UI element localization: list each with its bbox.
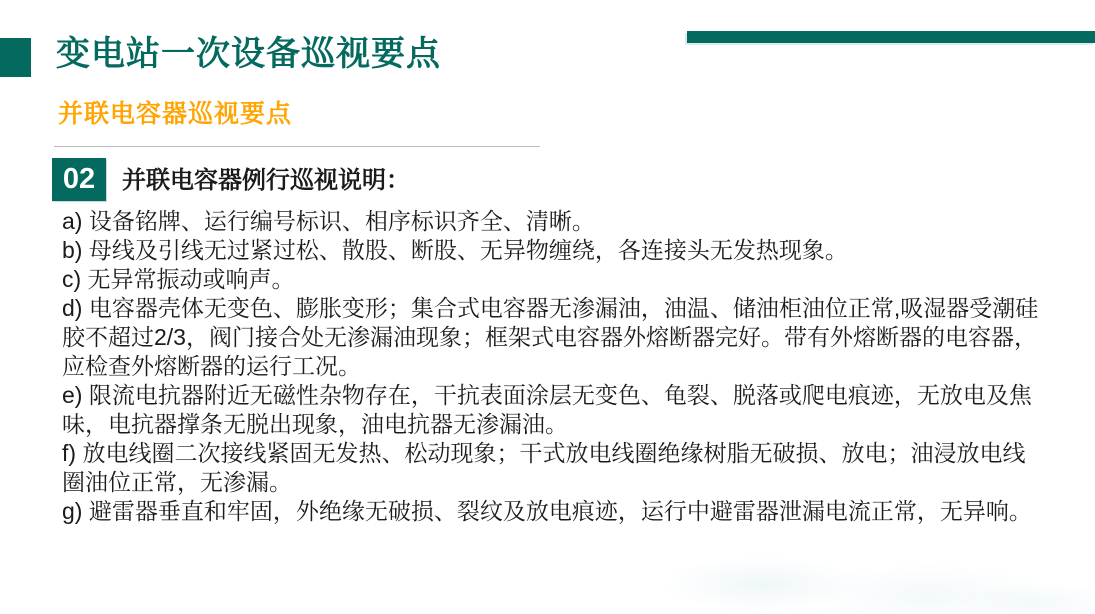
inspection-item: e) 限流电抗器附近无磁性杂物存在，干抗表面涂层无变色、龟裂、脱落或爬电痕迹，无放电及焦味，电抗器撑条无脱出现象，油电抗器无渗漏油。 — [62, 382, 1032, 437]
slide-subtitle: 并联电容器巡视要点 — [58, 100, 293, 128]
inspection-item: b) 母线及引线无过紧过松、散股、断股、无异物缠绕，各连接头无发热现象。 — [62, 237, 848, 263]
inspection-item: c) 无异常振动或响声。 — [62, 266, 295, 292]
title-accent-square — [0, 38, 31, 77]
faint-watermark — [620, 540, 1095, 614]
section-divider — [54, 146, 540, 147]
inspection-item: a) 设备铭牌、运行编号标识、相序标识齐全、清晰。 — [62, 208, 595, 234]
section-number-badge: 02 — [52, 158, 106, 201]
inspection-item-list — [62, 207, 1047, 526]
inspection-item: g) 避雷器垂直和牢固，外绝缘无破损、裂纹及放电痕迹，运行中避雷器泄漏电流正常，无异响。 — [62, 498, 1032, 524]
inspection-item: d) 电容器壳体无变色、膨胀变形；集合式电容器无渗漏油，油温、储油柜油位正常,吸湿器受潮硅胶不超过2/3，阀门接合处无渗漏油现象；框架式电容器外熔断器完好。带有外熔断器的电容器，应检查外熔断器的运行工况。 — [62, 295, 1039, 379]
page-title: 变电站一次设备巡视要点 — [56, 35, 441, 73]
top-right-decor-bar — [687, 31, 1095, 43]
section-heading: 并联电容器例行巡视说明： — [122, 167, 410, 194]
inspection-item: f) 放电线圈二次接线紧固无发热、松动现象；干式放电线圈绝缘树脂无破损、放电；油浸放电线圈油位正常，无渗漏。 — [62, 440, 1026, 495]
